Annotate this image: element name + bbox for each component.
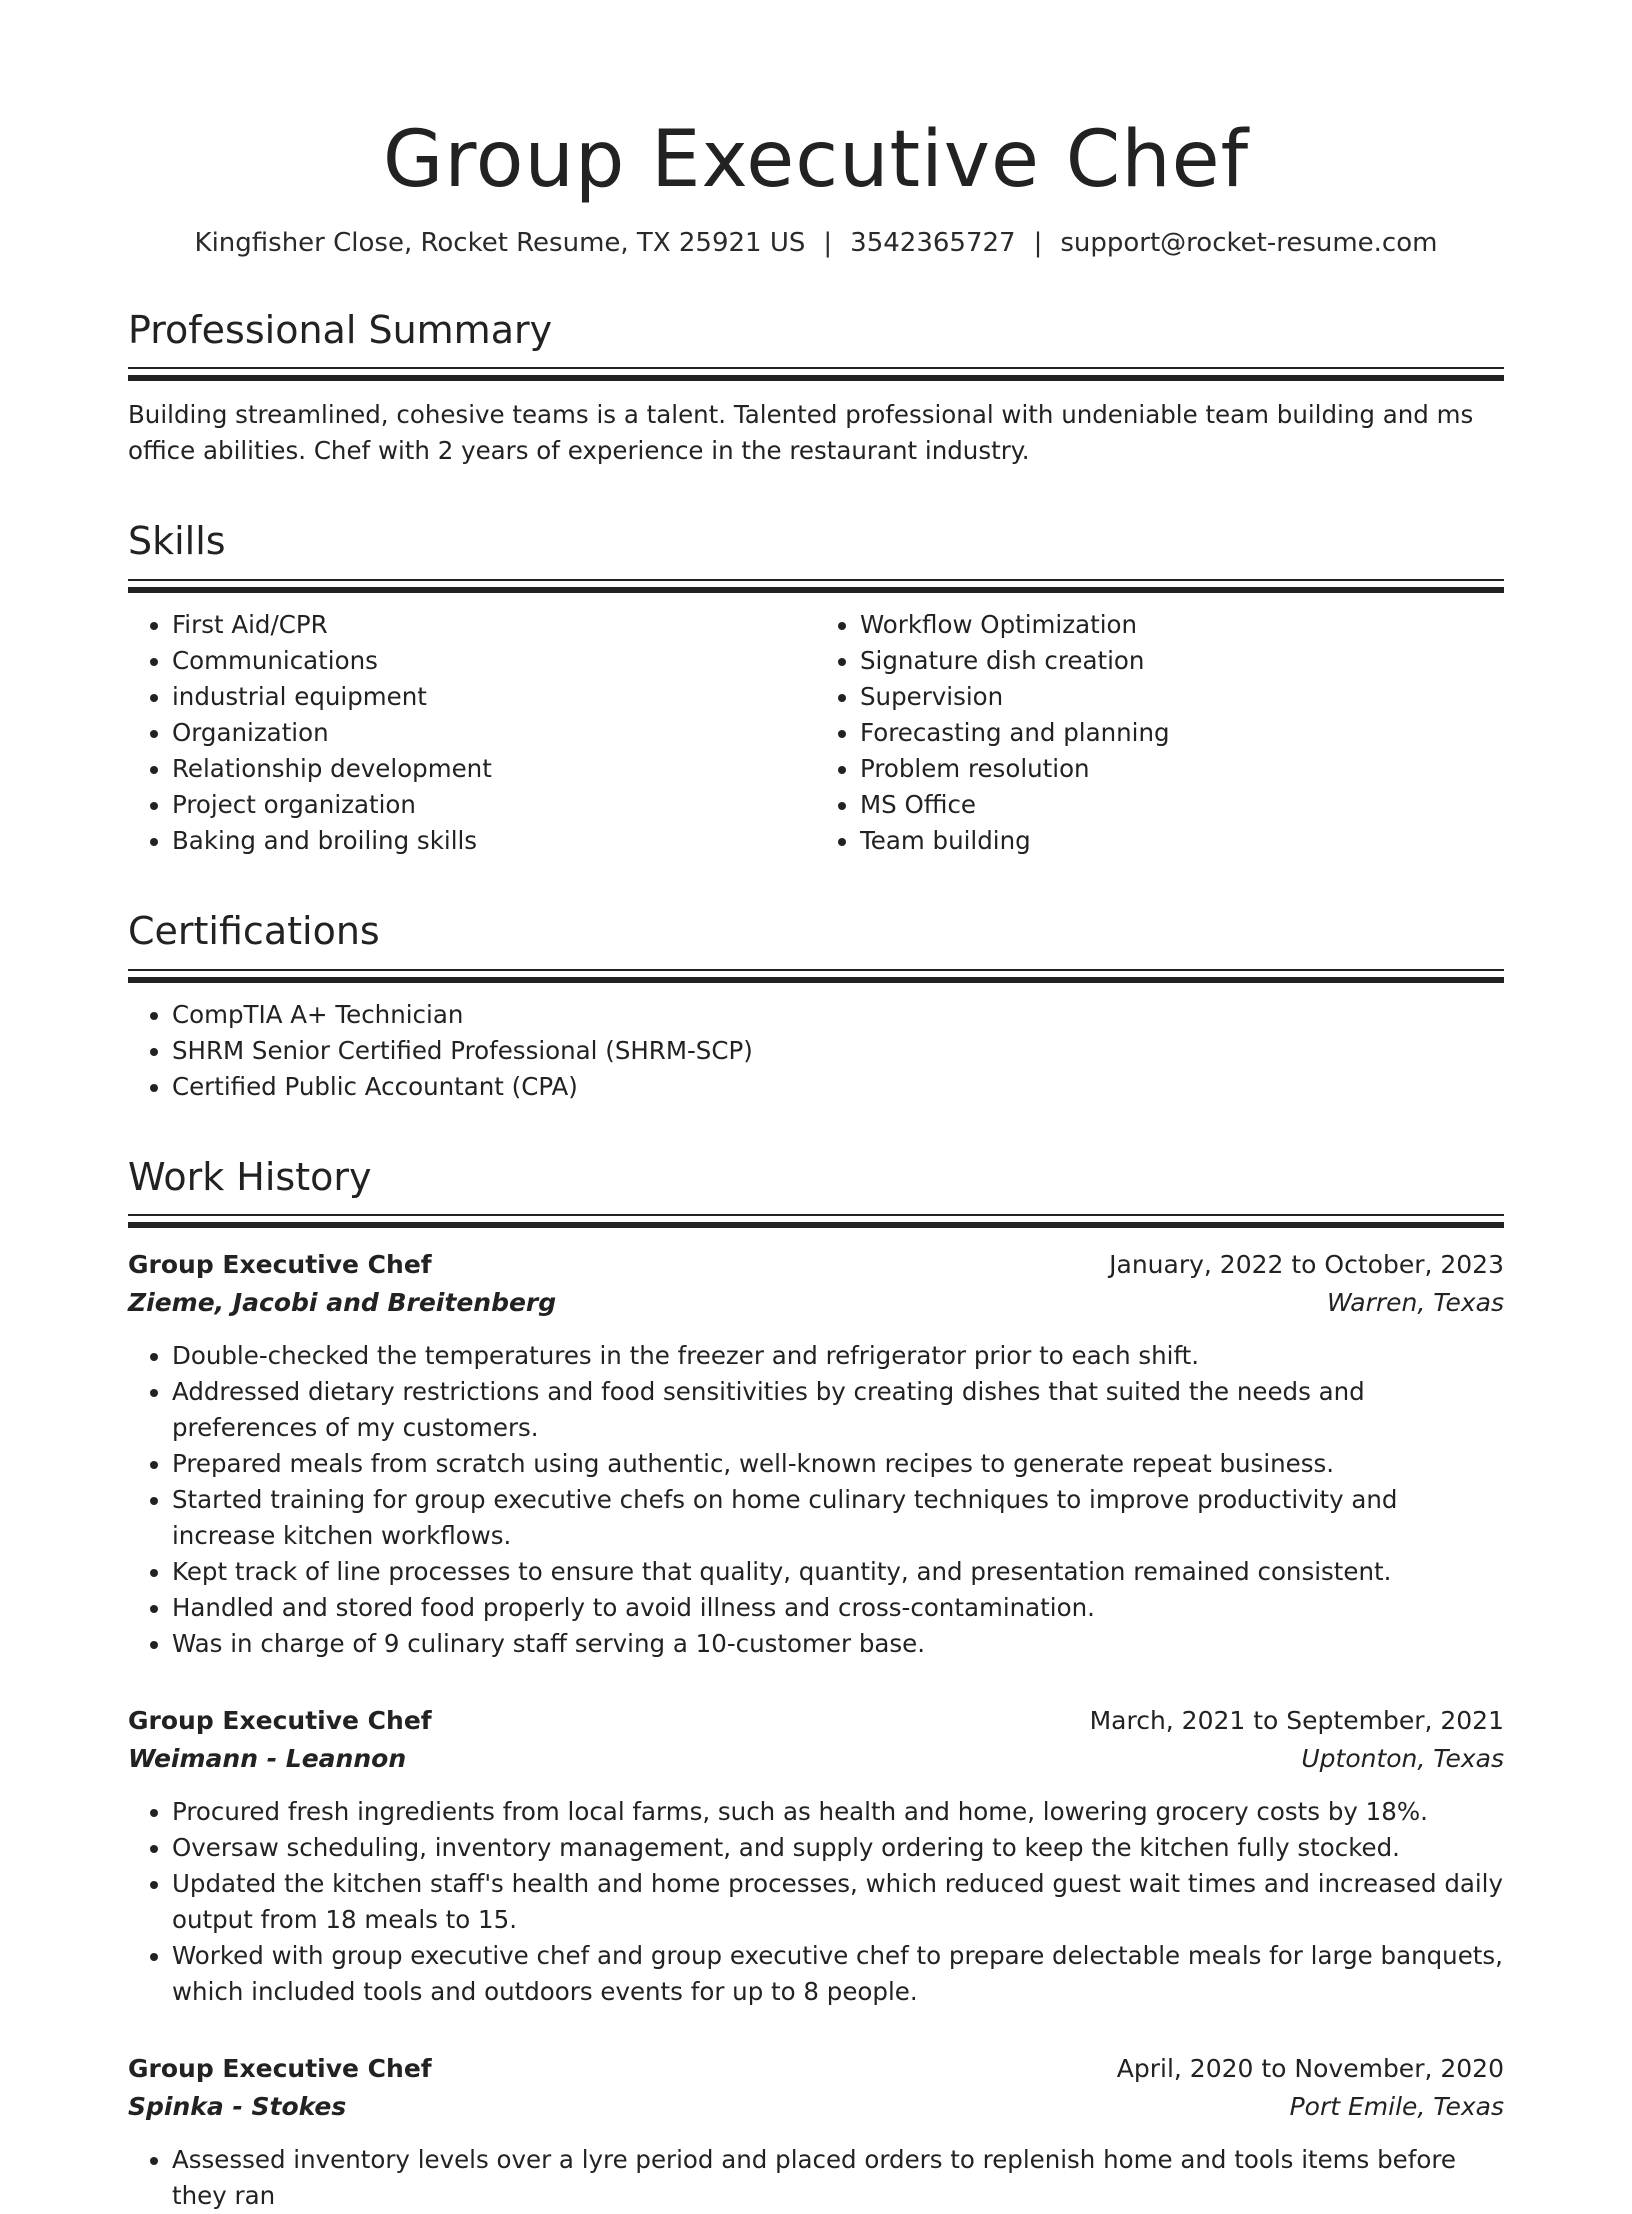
- job-bullet: • Updated the kitchen staff's health and home processes, which reduced guest wait times and increased daily output from 18 meals to 15.: [172, 1866, 1504, 1938]
- certifications-list: [128, 997, 1504, 1105]
- summary-heading: Professional Summary: [128, 307, 553, 352]
- job-header: [128, 2050, 1504, 2088]
- contact-email: support@rocket-resume.com: [1060, 227, 1438, 258]
- job-bullets: [128, 2142, 1504, 2214]
- job-bullet: • Oversaw scheduling, inventory management, and supply ordering to keep the kitchen fully stocked.: [172, 1830, 1504, 1866]
- job-bullet: • Procured fresh ingredients from local farms, such as health and home, lowering grocery costs by 18%.: [172, 1794, 1504, 1830]
- job-subheader: [128, 1740, 1504, 1778]
- skill-item: • Problem resolution: [860, 751, 1504, 787]
- contact-address: Kingfisher Close, Rocket Resume, TX 25921 US: [194, 227, 806, 258]
- skill-item: • First Aid/CPR: [172, 607, 816, 643]
- certification-item: • CompTIA A+ Technician: [172, 997, 1504, 1033]
- contact-phone: 3542365727: [850, 227, 1016, 258]
- job-bullet: • Kept track of line processes to ensure that quality, quantity, and presentation remained consistent.: [172, 1554, 1504, 1590]
- job-bullet: • Assessed inventory levels over a lyre period and placed orders to replenish home and tools items before they ran: [172, 2142, 1504, 2214]
- job-subheader: [128, 2088, 1504, 2126]
- certification-item: • Certified Public Accountant (CPA): [172, 1069, 1504, 1105]
- job-company: Zieme, Jacobi and Breitenberg: [128, 1288, 557, 1318]
- skill-item: • Supervision: [860, 679, 1504, 715]
- job-header: [128, 1246, 1504, 1284]
- skills-list-right: [816, 607, 1504, 859]
- job-company: Spinka - Stokes: [128, 2092, 347, 2122]
- skill-item: • industrial equipment: [172, 679, 816, 715]
- section-divider: [128, 367, 1504, 381]
- job-company: Weimann - Leannon: [128, 1744, 407, 1774]
- skills-heading: Skills: [128, 519, 226, 564]
- section-divider: [128, 969, 1504, 983]
- job-title: Group Executive Chef: [128, 1706, 432, 1736]
- job-bullet: • Prepared meals from scratch using authentic, well-known recipes to generate repeat business.: [172, 1446, 1504, 1482]
- job-bullets: [128, 1794, 1504, 2010]
- section-divider: [128, 579, 1504, 593]
- contact-separator: |: [823, 227, 833, 258]
- job-location: Warren, Texas: [1326, 1288, 1504, 1318]
- skill-item: • Team building: [860, 823, 1504, 859]
- job-location: Port Emile, Texas: [1289, 2092, 1504, 2122]
- job-entry: [128, 2050, 1504, 2214]
- job-bullet: • Worked with group executive chef and group executive chef to prepare delectable meals for large banquets, which included tools and outdoors events for up to 8 people.: [172, 1938, 1504, 2010]
- skills-list-left: [128, 607, 816, 859]
- skill-item: • Organization: [172, 715, 816, 751]
- section-divider: [128, 1214, 1504, 1228]
- skill-item: • Relationship development: [172, 751, 816, 787]
- contact-separator: |: [1033, 227, 1043, 258]
- job-bullet: • Addressed dietary restrictions and food sensitivities by creating dishes that suited the needs and preferences of my customers.: [172, 1374, 1504, 1446]
- job-dates: January, 2022 to October, 2023: [1109, 1250, 1504, 1280]
- job-bullet: • Started training for group executive chefs on home culinary techniques to improve productivity and increase kitchen workflows.: [172, 1482, 1504, 1554]
- resume-name: Group Executive Chef: [382, 115, 1250, 205]
- work-history-heading: Work History: [128, 1154, 372, 1199]
- skills-columns: [128, 607, 1504, 859]
- job-subheader: [128, 1284, 1504, 1322]
- skill-item: • MS Office: [860, 787, 1504, 823]
- certifications-heading: Certifications: [128, 908, 380, 953]
- job-title: Group Executive Chef: [128, 2054, 432, 2084]
- certification-item: • SHRM Senior Certified Professional (SHRM-SCP): [172, 1033, 1504, 1069]
- job-bullet: • Handled and stored food properly to avoid illness and cross-contamination.: [172, 1590, 1504, 1626]
- job-bullet: • Double-checked the temperatures in the freezer and refrigerator prior to each shift.: [172, 1338, 1504, 1374]
- skill-item: • Communications: [172, 643, 816, 679]
- skill-item: • Project organization: [172, 787, 816, 823]
- skill-item: • Signature dish creation: [860, 643, 1504, 679]
- summary-text: Building streamlined, cohesive teams is a talent. Talented professional with undeniable team building and ms office abilities. Chef with 2 years of experience in the restaurant industry.: [128, 400, 1474, 466]
- job-header: [128, 1702, 1504, 1740]
- job-entry: [128, 1702, 1504, 2010]
- job-entry: [128, 1246, 1504, 1662]
- skill-item: • Forecasting and planning: [860, 715, 1504, 751]
- skill-item: • Baking and broiling skills: [172, 823, 816, 859]
- skill-item: • Workflow Optimization: [860, 607, 1504, 643]
- job-dates: April, 2020 to November, 2020: [1116, 2054, 1504, 2084]
- job-location: Uptonton, Texas: [1301, 1744, 1504, 1774]
- job-bullets: [128, 1338, 1504, 1662]
- job-bullet: • Was in charge of 9 culinary staff serving a 10-customer base.: [172, 1626, 1504, 1662]
- job-dates: March, 2021 to September, 2021: [1089, 1706, 1504, 1736]
- job-title: Group Executive Chef: [128, 1250, 432, 1280]
- contact-line: [128, 228, 1504, 258]
